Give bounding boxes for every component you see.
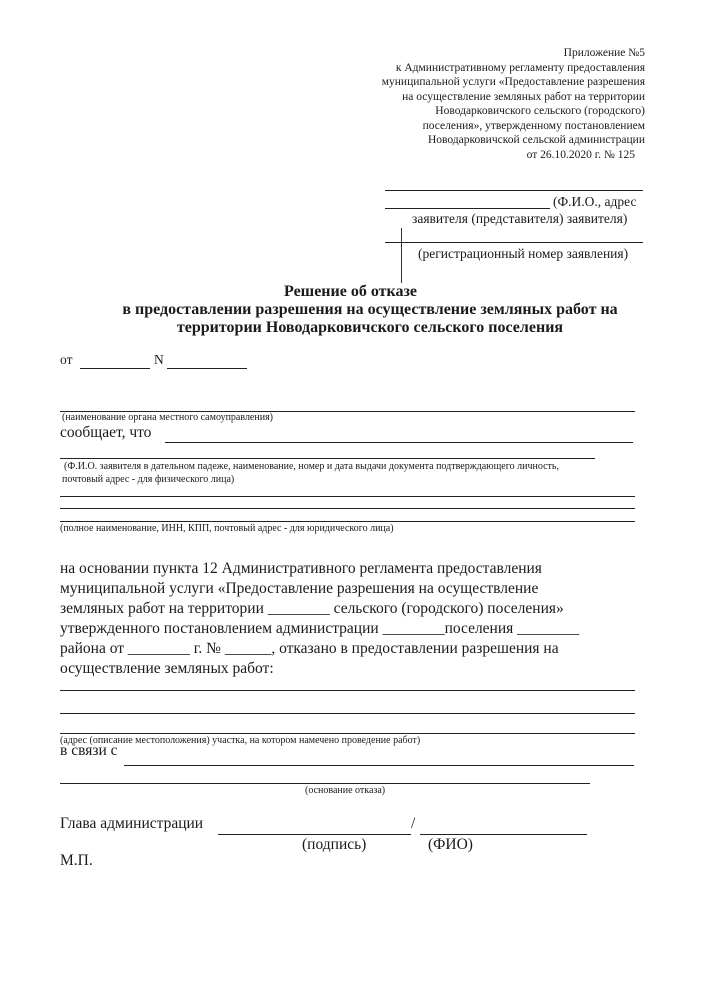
reason-field[interactable] — [124, 765, 634, 766]
appendix-line: Новодарковичской сельской администрации — [427, 134, 645, 146]
applicant-fio-label: (Ф.И.О., адрес — [553, 194, 637, 209]
address-field[interactable] — [60, 733, 635, 734]
title-line-1: Решение об отказе — [284, 283, 417, 300]
person-caption-2: почтовый адрес - для физического лица) — [62, 474, 235, 485]
applicant-line-1[interactable] — [385, 190, 643, 191]
person-caption: (Ф.И.О. заявителя в дательном падеже, наименование, номер и дата выдачи документа подтверждающего личность, — [64, 461, 559, 472]
in-connection-label: в связи с — [60, 742, 118, 759]
stamp-label: М.П. — [60, 852, 93, 869]
title-line-2: в предоставлении разрешения на осуществление земляных работ на — [122, 301, 618, 318]
reason-line-2[interactable] — [60, 783, 590, 784]
appendix-line: на осуществление земляных работ на территории — [402, 90, 645, 103]
signature-caption: (подпись) — [302, 836, 367, 853]
fio-field[interactable] — [420, 834, 587, 835]
appendix-line: к Административному регламенту предоставления — [395, 61, 645, 74]
address-line-1[interactable] — [60, 690, 635, 691]
address-caption: (адрес (описание местоположения) участка, на котором намечено проведение работ) — [60, 735, 421, 746]
paragraph-line: земляных работ на территории ________ сельского (городского) поселения» — [60, 600, 564, 617]
appendix-line: Новодарковичского сельского (городского) — [435, 105, 645, 117]
signature-field[interactable] — [218, 834, 411, 835]
company-field[interactable] — [60, 521, 635, 522]
number-field[interactable] — [167, 368, 247, 369]
extra-line-2[interactable] — [60, 508, 635, 509]
reason-caption: (основание отказа) — [305, 785, 386, 796]
applicant-fio-label-2: заявителя (представителя) заявителя) — [412, 211, 628, 226]
authority-caption: (наименование органа местного самоуправления) — [62, 412, 274, 423]
appendix-line: поселения», утвержденному постановлением — [422, 119, 645, 132]
paragraph-line: муниципальной услуги «Предоставление разрешения на осуществление — [60, 580, 539, 597]
paragraph-line: района от ________ г. № ______, отказано в предоставлении разрешения на — [60, 640, 559, 657]
appendix-line: муниципальной услуги «Предоставление разрешения — [381, 76, 645, 88]
fio-caption: (ФИО) — [428, 836, 473, 853]
paragraph-line: осуществление земляных работ: — [60, 660, 274, 677]
title-line-3: территории Новодарковичского сельского поселения — [176, 319, 564, 336]
pen-mark — [401, 228, 402, 283]
reg-number-label: (регистрационный номер заявления) — [418, 246, 629, 261]
company-caption: (полное наименование, ИНН, КПП, почтовый адрес - для юридического лица) — [60, 523, 394, 534]
appendix-line: Приложение №5 — [563, 47, 645, 59]
from-label: от — [60, 352, 73, 367]
address-line-2[interactable] — [60, 713, 635, 714]
applicant-line-2[interactable] — [385, 208, 550, 209]
number-label: N — [154, 352, 164, 367]
signature-slash: / — [411, 815, 416, 832]
person-field[interactable] — [60, 458, 595, 459]
paragraph-line: утвержденного постановлением администрации ________поселения ________ — [60, 620, 580, 637]
reports-field[interactable] — [165, 442, 633, 443]
appendix-line: от 26.10.2020 г. № 125 — [526, 148, 635, 161]
head-label: Глава администрации — [60, 815, 204, 832]
reports-label: сообщает, что — [60, 424, 152, 441]
reg-number-line[interactable] — [385, 242, 643, 243]
main-paragraph — [60, 559, 660, 679]
extra-line-1[interactable] — [60, 496, 635, 497]
date-field[interactable] — [80, 368, 150, 369]
appendix-block — [382, 46, 645, 162]
paragraph-line: на основании пункта 12 Административного регламента предоставления — [60, 560, 542, 577]
